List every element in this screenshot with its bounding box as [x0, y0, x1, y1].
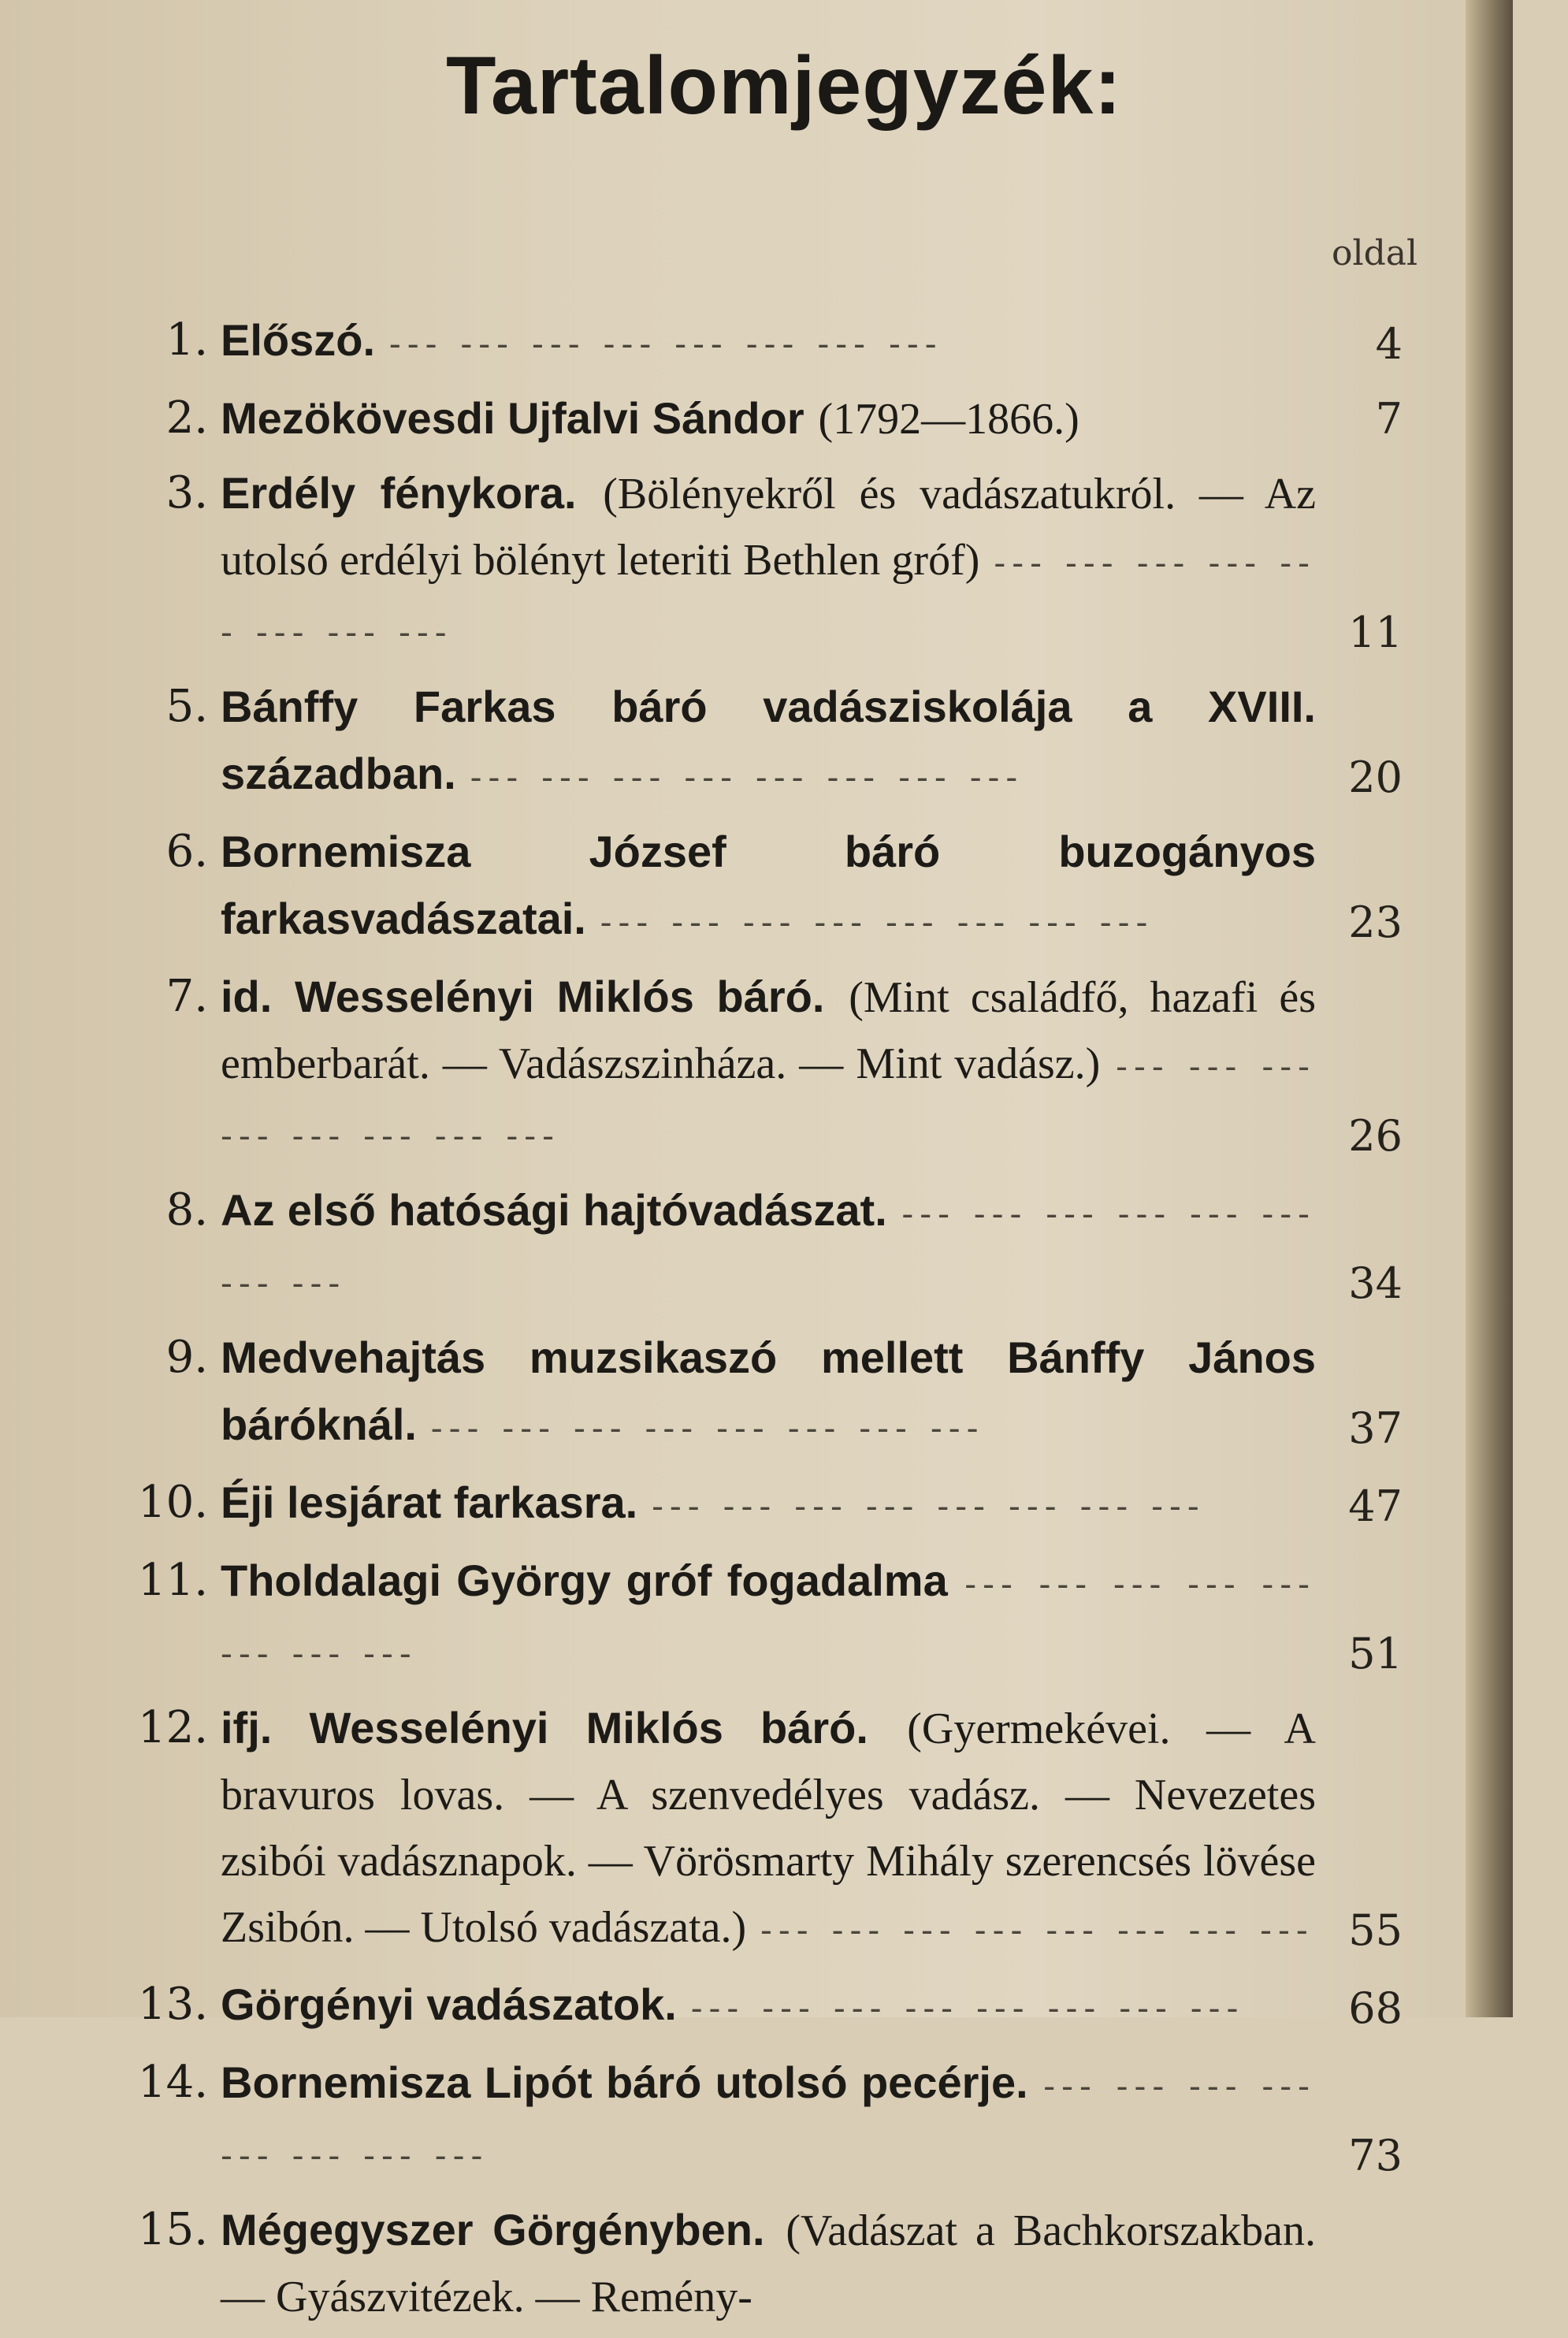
entry-number: 3.	[165, 467, 208, 519]
entry-number: 7.	[165, 971, 208, 1022]
dot-leader: --- --- --- --- --- --- --- ---	[221, 1564, 1316, 1674]
toc-entry-1	[134, 307, 1410, 377]
entry-number: 10.	[137, 1477, 208, 1528]
entry-number: 8.	[165, 1184, 208, 1236]
entry-page: 34	[1348, 1258, 1403, 1308]
entry-title: Az első hatósági hajtóvadászat.	[221, 1185, 887, 1235]
entry-page: 20	[1348, 753, 1403, 802]
entry-number: 12.	[137, 1702, 208, 1753]
entry-title: Bánffy Farkas báró vadásziskolája a XVIII. században.	[221, 682, 1316, 798]
entry-page: 7	[1375, 394, 1403, 444]
entry-page: 55	[1348, 1905, 1403, 1955]
entry-title: Bornemisza Lipót báró utolsó pecérje.	[221, 2057, 1028, 2107]
page-column-label: oldal	[1332, 233, 1418, 273]
table-of-contents	[134, 307, 1410, 2338]
entry-title: Mezökövesdi Ujfalvi Sándor	[221, 393, 804, 443]
entry-page: 26	[1348, 1111, 1403, 1161]
toc-entry-8	[134, 1177, 1410, 1317]
entry-page: 68	[1348, 1983, 1403, 2033]
entry-number: 2.	[165, 392, 208, 444]
dot-leader: --- --- --- --- --- --- --- ---	[470, 757, 1024, 797]
entry-number: 9.	[165, 1332, 208, 1383]
toc-entry-15	[134, 2197, 1410, 2330]
toc-entry-13	[134, 1972, 1410, 2042]
entry-description: (Gyermekévei. — A bravuros lovas. — A szenvedélyes vadász. — Nevezetes zsibói vadásznapok. — Vörösmarty Mihály szerencsés lövése Zsibón. — Utolsó vadászata.)	[221, 1704, 1316, 1952]
toc-entry-2	[134, 385, 1410, 452]
entry-description: (Mint családfő, hazafi és emberbarát. — Vadászszinháza. — Mint vadász.)	[221, 973, 1316, 1088]
entry-title: Mégegyszer Görgényben.	[221, 2205, 765, 2254]
entry-title: ifj. Wesselényi Miklós báró.	[221, 1703, 868, 1753]
entry-number: 15.	[137, 2204, 208, 2255]
entry-page: 37	[1348, 1403, 1403, 1453]
toc-entry-6	[134, 819, 1410, 956]
entry-title: Előszó.	[221, 315, 376, 365]
entry-title: Éji lesjárat farkasra.	[221, 1478, 638, 1527]
dot-leader: --- --- --- --- --- --- --- ---	[652, 1486, 1206, 1526]
dot-leader: --- --- --- --- --- --- --- ---	[600, 902, 1154, 942]
entry-title: Bornemisza József báró buzogányos farkasvadászatai.	[221, 827, 1316, 943]
entry-number: 13.	[137, 1979, 208, 2030]
toc-entry-5	[134, 674, 1410, 811]
dot-leader: --- --- --- --- --- --- --- ---	[221, 543, 1316, 652]
entry-page: 51	[1348, 1629, 1403, 1678]
entry-number: 5.	[165, 681, 208, 732]
entry-page: 4	[1375, 319, 1403, 369]
entry-title: Erdély fénykora.	[221, 468, 577, 518]
entry-title: Tholdalagi György gróf fogadalma	[221, 1556, 948, 1605]
entry-number: 1.	[165, 314, 208, 366]
entry-title: Medvehajtás muzsikaszó mellett Bánffy János báróknál.	[221, 1333, 1316, 1449]
dot-leader: --- --- --- --- --- --- --- ---	[221, 2066, 1316, 2176]
toc-entry-3	[134, 460, 1410, 666]
toc-entry-12	[134, 1695, 1410, 1964]
entry-page: 73	[1348, 2131, 1403, 2180]
entry-title: Görgényi vadászatok.	[221, 1979, 677, 2029]
dot-leader: --- --- --- --- --- --- --- ---	[388, 324, 943, 364]
toc-entry-9	[134, 1325, 1410, 1462]
entry-title: id. Wesselényi Miklós báró.	[221, 972, 825, 1021]
dot-leader: --- --- --- --- --- --- --- ---	[430, 1408, 985, 1448]
entry-description: (1792—1866.)	[818, 395, 1079, 444]
page-title: Tartalomjegyzék:	[446, 40, 1122, 132]
entry-page: 11	[1348, 608, 1403, 657]
dot-leader: --- --- --- --- --- --- --- ---	[760, 1910, 1314, 1950]
dot-leader: --- --- --- --- --- --- --- ---	[221, 1194, 1317, 1303]
toc-entry-7	[134, 964, 1410, 1169]
entry-description: (Vadászat a Bachkorszakban. — Gyászvitézek. — Remény-	[221, 2206, 1316, 2321]
entry-number: 11.	[137, 1555, 208, 1606]
entry-description: (Bölényekről és vadászatukról. — Az utolsó erdélyi bölényt leteriti Bethlen gróf)	[221, 470, 1316, 585]
entry-number: 6.	[165, 826, 208, 877]
entry-page: 23	[1348, 898, 1403, 947]
toc-entry-11	[134, 1548, 1410, 1687]
toc-entry-14	[134, 2050, 1410, 2189]
page-edge-shadow	[1466, 0, 1513, 2017]
entry-number: 14.	[137, 2057, 208, 2108]
entry-page: 47	[1348, 1481, 1403, 1531]
dot-leader: --- --- --- --- --- --- --- ---	[221, 1046, 1316, 1156]
toc-entry-10	[134, 1470, 1410, 1540]
dot-leader: --- --- --- --- --- --- --- ---	[690, 1988, 1245, 2028]
